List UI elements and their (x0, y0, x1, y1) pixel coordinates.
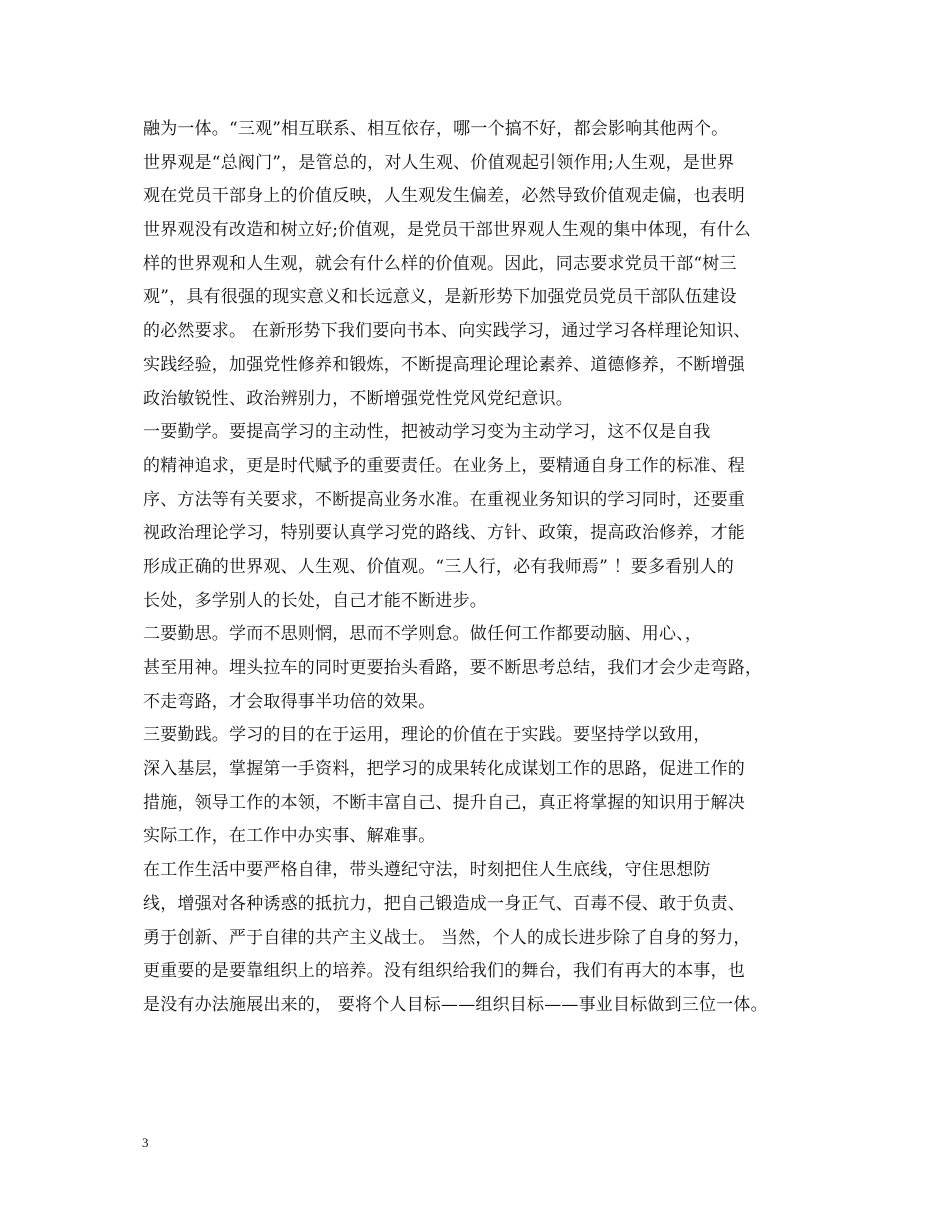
text-line-14: 形成正确的世界观、人生观、价值观。“三人行，必有我师焉” ！要多看别人的 (143, 556, 734, 577)
text-line-16: 二要勤思。学而不思则惘，思而不学则怠。做任何工作都要动脑、用心、， (143, 624, 703, 645)
text-line-13: 视政治理论学习，特别要认真学习党的路线、方针、政策，提高政治修养，才能 (143, 523, 745, 544)
text-line-1: 融为一体。“三观”相互联系、相互依存，哪一个搞不好，都会影响其他两个。 (143, 119, 729, 139)
text-line-12: 序、方法等有关要求，不断提高业务水准。在重视业务知识的学习同时，还要重 (143, 489, 745, 510)
text-line-19: 三要勤践。学习的目的在于运用，理论的价值在于实践。要坚持学以致用， (143, 725, 711, 746)
text-line-8: 实践经验，加强党性修养和锻炼，不断提高理论理论素养、道德修养，不断增强 (143, 354, 745, 375)
page-number: 3 (142, 1135, 149, 1150)
text-line-2: 世界观是“总阀门”，是管总的，对人生观、价值观起引领作用;人生观，是世界 (143, 152, 735, 173)
text-line-18: 不走弯路，才会取得事半功倍的效果。 (143, 691, 436, 712)
text-line-26: 更重要的是要靠组织上的培养。没有组织给我们的舞台，我们有再大的本事，也 (143, 961, 745, 982)
text-line-11: 的精神追求，更是时代赋予的重要责任。在业务上，要精通自身工作的标准、程 (143, 455, 745, 476)
text-line-20: 深入基层，掌握第一手资料，把学习的成果转化成谋划工作的思路，促进工作的 (143, 759, 745, 780)
text-line-27: 是没有办法施展出来的， 要将个人目标——组织目标——事业目标做到三位一体。 (143, 994, 768, 1015)
text-line-21: 措施，领导工作的本领，不断丰富自己、提升自己，真正将掌握的知识用于解决 (143, 792, 745, 813)
text-line-23: 在工作生活中要严格自律，带头遵纪守法，时刻把住人生底线，守住思想防 (143, 860, 711, 881)
body-text (143, 113, 843, 1023)
text-line-25: 勇于创新、严于自律的共产主义战士。 当然，个人的成长进步除了自身的努力， (143, 927, 751, 948)
text-line-6: 观”，具有很强的现实意义和长远意义，是新形势下加强党员党员干部队伍建设 (143, 287, 737, 308)
text-line-17: 甚至用神。埋头拉车的同时更要抬头看路，要不断思考总结，我们才会少走弯路， (143, 658, 763, 678)
text-line-22: 实际工作，在工作中办实事、解难事。 (143, 826, 436, 847)
text-line-4: 世界观没有改造和树立好;价值观，是党员干部世界观人生观的集中体现，有什么 (143, 220, 751, 241)
text-line-9: 政治敏锐性、政治辨别力，不断增强党性党风党纪意识。 (143, 388, 573, 409)
text-line-15: 长处，多学别人的长处，自己才能不断进步。 (143, 590, 487, 611)
text-line-3: 观在党员干部身上的价值反映，人生观发生偏差，必然导致价值观走偏，也表明 (143, 186, 745, 207)
text-line-24: 线，增强对各种诱惑的抵抗力，把自己锻造成一身正气、百毒不侵、敢于负责、 (143, 893, 745, 914)
text-line-10: 一要勤学。要提高学习的主动性，把被动学习变为主动学习，这不仅是自我 (143, 422, 711, 443)
text-line-7: 的必然要求。 在新形势下我们要向书本、向实践学习，通过学习各样理论知识、 (143, 321, 751, 342)
text-line-5: 样的世界观和人生观，就会有什么样的价值观。因此，同志要求党员干部“树三 (143, 253, 737, 274)
